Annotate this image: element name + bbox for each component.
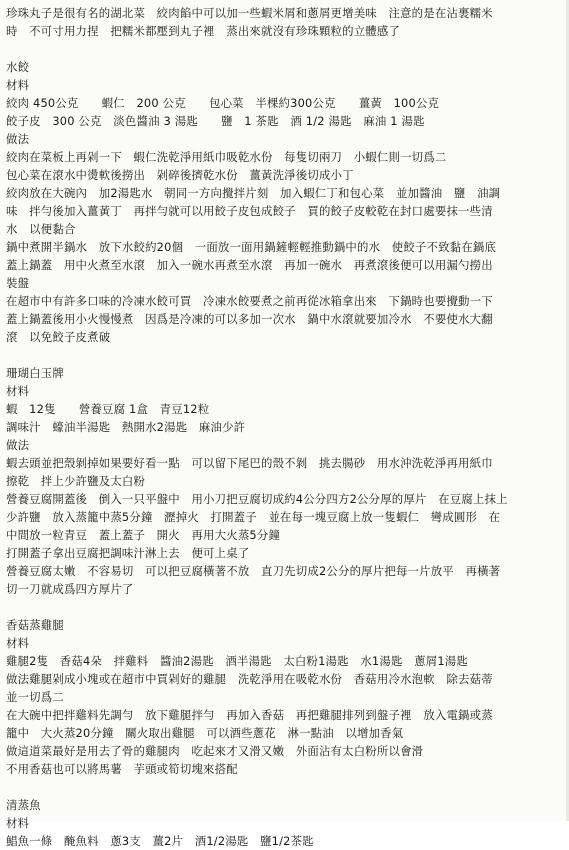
recipe-line: 材料 (6, 816, 30, 830)
recipe-line: 在超市中有許多口味的冷凍水餃可買 冷凍水餃要煮之前再從冰箱拿出來 下鍋時也要攪動一下 (6, 294, 493, 308)
intro-line: 時 不可寸用力捏 把糯米都壓到丸子裡 蒸出來就沒有珍珠顆粒的立體感了 (6, 24, 401, 38)
recipe-section-mushroom-chicken (6, 616, 564, 778)
section-spacer (6, 778, 564, 796)
recipe-line: 並一切爲二 (6, 690, 64, 704)
recipe-document (6, 4, 564, 850)
section-spacer (6, 40, 564, 58)
recipe-line: 調味汁 蠔油半湯匙 熱開水2湯匙 麻油少許 (6, 420, 246, 434)
recipe-title: 水餃 (6, 60, 30, 74)
recipe-line: 包心菜在滾水中燙軟後撈出 剁碎後擠乾水份 薑黃洗淨後切成小丁 (6, 168, 354, 182)
recipe-line: 鍋中煮開半鍋水 放下水餃約20個 一面放一面用鍋鏟輕輕推動鍋中的水 使餃子不致黏在鍋底 (6, 240, 497, 254)
recipe-line: 材料 (6, 78, 30, 92)
recipe-line: 做這道菜最好是用去了骨的雞腿肉 吃起來才又滑又嫩 外面沾有太白粉所以會滑 (6, 744, 424, 758)
recipe-line: 做法 (6, 132, 30, 146)
recipe-line: 滾 以免餃子皮煮破 (6, 330, 111, 344)
recipe-line: 營養豆腐太嫩 不容易切 可以把豆腐橫著不放 直刀先切成2公分的厚片把每一片放平 再橫著 (6, 564, 501, 578)
section-spacer (6, 346, 564, 364)
recipe-line: 餃子皮 300 公克 淡色醬油 3 湯匙 鹽 1 茶匙 酒 1/2 湯匙 麻油 1 湯匙 (6, 114, 425, 128)
recipe-line: 絞肉 450公克 蝦仁 200 公克 包心菜 半棵約300公克 薑黃 100公克 (6, 96, 440, 110)
recipe-line: 絞肉在菜板上再剁一下 蝦仁洗乾淨用紙巾吸乾水份 每隻切兩刀 小蝦仁則一切爲二 (6, 150, 447, 164)
recipe-line: 切一刀就成爲四方厚片了 (6, 582, 134, 596)
recipe-title: 香菇蒸雞腿 (6, 618, 64, 632)
recipe-line: 在大碗中把拌雞料先調勻 放下雞腿拌勻 再加入香菇 再把雞腿排列到盤子裡 放入電鍋或蒸 (6, 708, 493, 722)
recipe-title: 清蒸魚 (6, 798, 41, 812)
recipe-section-steamed-fish (6, 796, 564, 850)
recipe-line: 不用香菇也可以將馬薯 芋頭或筍切塊來搭配 (6, 762, 238, 776)
recipe-section-coral-tofu (6, 364, 564, 598)
recipe-line: 中間放一粒青豆 蓋上蓋子 開火 再用大火蒸5分鐘 (6, 528, 281, 542)
recipe-line: 材料 (6, 636, 30, 650)
recipe-line: 味 拌勻後加入薑黃丁 再拌勻就可以用餃子皮包成餃子 買的餃子皮較乾在封口處要抹一些清 (6, 204, 493, 218)
section-spacer (6, 598, 564, 616)
recipe-line: 雞腿2隻 香菇4朵 拌雞料 醬油2湯匙 酒半湯匙 太白粉1湯匙 水1湯匙 蔥屑1湯匙 (6, 654, 468, 668)
recipe-line: 蓋上鍋蓋後用小火慢慢煮 因爲是冷凍的可以多加一次水 鍋中水滾就要加冷水 不要使水大翻 (6, 312, 493, 326)
intro-paragraph (6, 4, 564, 40)
intro-line: 珍珠丸子是很有名的湖北菜 絞肉餡中可以加一些蝦米屑和蔥屑更增美味 注意的是在沾裹糯米 (6, 6, 493, 20)
recipe-line: 鯧魚一條 醃魚料 蔥3支 薑2片 酒1/2湯匙 鹽1/2茶匙 (6, 834, 314, 848)
recipe-line: 少許鹽 放入蒸籠中蒸5分鐘 瀝掉火 打開蓋子 並在每一塊豆腐上放一隻蝦仁 彎成圓形 在 (6, 510, 501, 524)
recipe-line: 籠中 大火蒸20分鐘 關火取出雞腿 可以酒些蔥花 淋一點油 以增加香氣 (6, 726, 404, 740)
recipe-title: 珊瑚白玉牌 (6, 366, 64, 380)
recipe-line: 絞肉放在大碗內 加2湯匙水 朝同一方向攪拌片刻 加入蝦仁丁和包心菜 並加醬油 鹽 油調 (6, 186, 501, 200)
recipe-line: 做法 (6, 438, 30, 452)
recipe-line: 擦乾 拌上少許鹽及太白粉 (6, 474, 146, 488)
recipe-line: 蓋上鍋蓋 用中火煮至水滾 加入一碗水再煮至水滾 再加一碗水 再煮滾後便可以用漏勺撈出 (6, 258, 493, 272)
recipe-line: 水 以便黏合 (6, 222, 76, 236)
recipe-line: 蝦去頭並把殼剝掉如果要好看一點 可以留下尾巴的殼不剝 挑去腸砂 用水沖洗乾淨再用紙巾 (6, 456, 493, 470)
recipe-line: 蝦 12隻 營養豆腐 1盒 青豆12粒 (6, 402, 210, 416)
recipe-line: 裝盤 (6, 276, 30, 290)
recipe-line: 做法雞腿剁成小塊或在超市中買剁好的雞腿 洗乾淨用在吸乾水份 香菇用冷水泡軟 除去菇蒂 (6, 672, 493, 686)
recipe-line: 打開蓋子拿出豆腐把調味汁淋上去 便可上桌了 (6, 546, 250, 560)
recipe-line: 營養豆腐開蓋後 倒入一只平盤中 用小刀把豆腐切成約4公分四方2公分厚的厚片 在豆腐上抹上 (6, 492, 508, 506)
recipe-section-dumplings (6, 58, 564, 346)
recipe-line: 材料 (6, 384, 30, 398)
